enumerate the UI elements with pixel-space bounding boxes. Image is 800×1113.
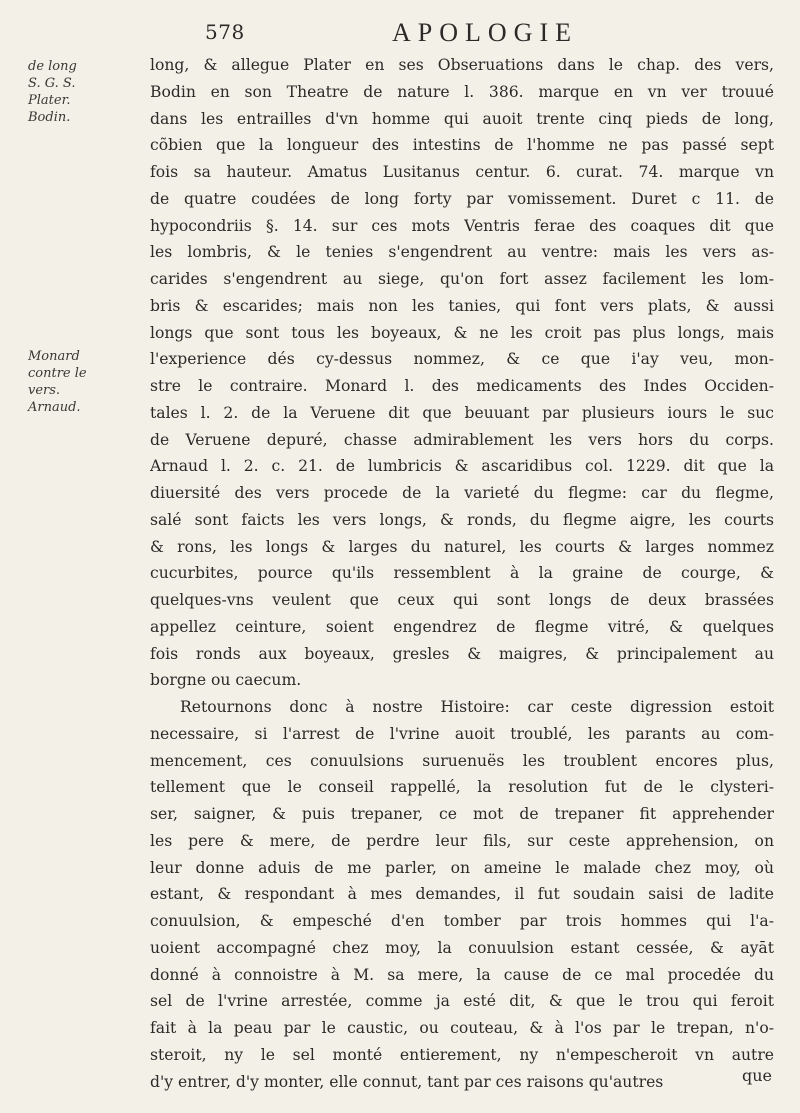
margin-note bbox=[28, 348, 116, 416]
margin-note bbox=[28, 58, 116, 126]
text-line: cõbien que la longueur des intestins de l'homme ne pas passé sept bbox=[150, 136, 774, 155]
text-line: quelques-vns veulent que ceux qui sont longs de deux brassées bbox=[150, 591, 774, 609]
text-line: bris & escarides; mais non les tanies, qui font vers plats, & aussi bbox=[150, 296, 774, 315]
text-line: tellement que le conseil rappellé, la resolution fut de le clysteri- bbox=[150, 778, 774, 797]
text-line: conuulsion, & empesché d'en tomber par trois hommes qui l'a- bbox=[150, 912, 774, 930]
text-line: long, & allegue Plater en ses Obseruations dans le chap. des vers, bbox=[150, 56, 774, 74]
margin-note-line: contre le bbox=[28, 366, 87, 381]
margin-note-line: vers. bbox=[28, 383, 61, 398]
text-line: stre le contraire. Monard l. des medicaments des Indes Occiden- bbox=[150, 377, 774, 395]
text-line: de quatre coudées de long forty par vomissement. Duret c 11. de bbox=[150, 189, 774, 208]
text-line: fois ronds aux boyeaux, gresles & maigres, & principalement au bbox=[150, 644, 774, 663]
catchword: que bbox=[741, 1066, 772, 1085]
text-line: ser, saigner, & puis trepaner, ce mot de trepaner fit apprehender bbox=[150, 805, 774, 823]
margin-note-line: S. G. S. bbox=[28, 76, 76, 91]
margin-note-line: Monard bbox=[28, 349, 80, 364]
margin-note-line: de long bbox=[28, 59, 77, 74]
text-line: de Veruene depuré, chasse admirablement les vers hors du corps. bbox=[150, 430, 774, 449]
text-line: Retournons donc à nostre Histoire: car ceste digression estoit bbox=[180, 698, 774, 716]
text-line: fois sa hauteur. Amatus Lusitanus centur. 6. curat. 74. marque vn bbox=[150, 163, 774, 181]
text-line: donné à connoistre à M. sa mere, la cause de ce mal procedée du bbox=[150, 965, 774, 984]
body-text bbox=[150, 52, 774, 1095]
text-line: necessaire, si l'arrest de l'vrine auoit troublé, les parants au com- bbox=[150, 724, 774, 743]
text-line: Bodin en son Theatre de nature l. 386. marque en vn ver trouué bbox=[150, 82, 774, 101]
text-line: uoient accompagné chez moy, la conuulsion estant cessée, & ayāt bbox=[150, 938, 774, 957]
text-line: diuersité des vers procede de la varieté du flegme: car du flegme, bbox=[150, 484, 774, 502]
margin-note-line: Bodin. bbox=[28, 110, 71, 125]
text-line: les lombris, & le tenies s'engendrent au ventre: mais les vers as- bbox=[150, 243, 774, 262]
text-line: estant, & respondant à mes demandes, il fut soudain saisi de ladite bbox=[150, 885, 774, 904]
text-line: les pere & mere, de perdre leur fils, sur ceste apprehension, on bbox=[150, 831, 774, 850]
text-line: mencement, ces conuulsions suruenuës les troublent encores plus, bbox=[150, 751, 774, 770]
text-line: borgne ou caecum. bbox=[150, 671, 302, 690]
text-line: leur donne aduis de me parler, on ameine le malade chez moy, où bbox=[150, 858, 774, 877]
page-number: 578 bbox=[205, 20, 245, 44]
margin-note-line: Arnaud. bbox=[28, 400, 81, 415]
text-line: sel de l'vrine arrestée, comme ja esté dit, & que le trou qui feroit bbox=[150, 992, 774, 1011]
text-line: l'experience dés cy-dessus nommez, & ce que i'ay veu, mon- bbox=[150, 350, 774, 369]
text-line: Arnaud l. 2. c. 21. de lumbricis & ascaridibus col. 1229. dit que la bbox=[150, 457, 774, 476]
text-line: longs que sont tous les boyeaux, & ne les croit pas plus longs, mais bbox=[150, 323, 774, 342]
text-line: salé sont faicts les vers longs, & ronds, du flegme aigre, les courts bbox=[150, 510, 774, 529]
margin-note-line: Plater. bbox=[28, 93, 71, 108]
text-line: carides s'engendrent au siege, qu'on fort assez facilement les lom- bbox=[150, 270, 774, 288]
text-line: appellez ceinture, soient engendrez de flegme vitré, & quelques bbox=[150, 617, 774, 636]
text-line: & rons, les longs & larges du naturel, les courts & larges nommez bbox=[150, 537, 774, 556]
text-line: fait à la peau par le caustic, ou couteau, & à l'os par le trepan, n'o- bbox=[150, 1019, 774, 1037]
page-header bbox=[205, 16, 765, 50]
text-line: d'y entrer, d'y monter, elle connut, tant par ces raisons qu'autres bbox=[150, 1072, 664, 1091]
text-line: dans les entrailles d'vn homme qui auoit trente cinq pieds de long, bbox=[150, 109, 774, 128]
text-line: cucurbites, pource qu'ils ressemblent à la graine de courge, & bbox=[150, 564, 774, 583]
running-title: APOLOGIE bbox=[392, 18, 578, 47]
text-line: hypocondriis §. 14. sur ces mots Ventris ferae des coaques dit que bbox=[150, 216, 774, 235]
text-line: steroit, ny le sel monté entierement, ny n'empescheroit vn autre bbox=[150, 1045, 774, 1064]
text-line: tales l. 2. de la Veruene dit que beuuant par plusieurs iours le suc bbox=[150, 403, 774, 422]
